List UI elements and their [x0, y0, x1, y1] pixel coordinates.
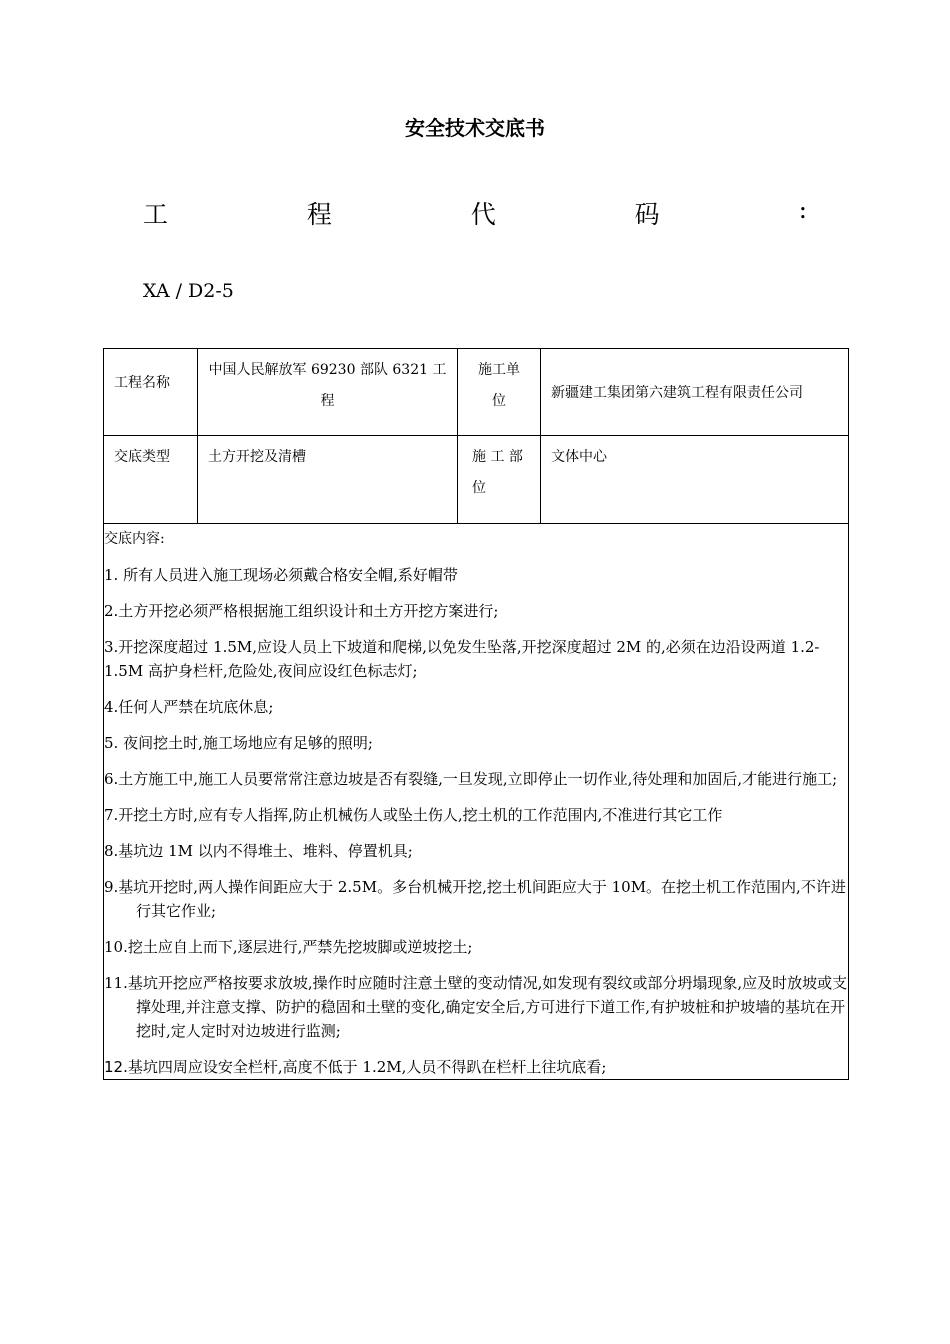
project-name-value [198, 349, 457, 423]
construction-part-label-cell [458, 436, 541, 524]
table-row [104, 349, 849, 436]
table-row [104, 524, 849, 1080]
briefing-type-label-cell [104, 436, 198, 524]
content-item: 7.开挖土方时,应有专人指挥,防止机械伤人或坠土伤人,挖土机的工作范围内,不准进行其它工作 [104, 806, 723, 824]
content-label: 交底内容: [104, 531, 165, 547]
construction-part-value: 文体中心 [551, 449, 607, 465]
project-name-text: 中国人民解放军 69230 部队 6321 工程 [208, 362, 447, 409]
briefing-content-cell [104, 524, 849, 1080]
code-label-char: 代 [470, 200, 496, 229]
briefing-table [103, 348, 849, 1080]
content-item: 9.基坑开挖时,两人操作间距应大于 2.5M。多台机械开挖,挖土机间距应大于 10M。在挖土机工作范围内,不许进行其它作业; [104, 878, 846, 920]
content-item: 11.基坑开挖应严格按要求放坡,操作时应随时注意土壁的变动情况,如发现有裂纹或部分坍塌现象,应及时放坡或支撑处理,并注意支撑、防护的稳固和土壁的变化,确定安全后,方可进行下道工作,有护坡桩和护坡墙的基坑在开挖时,定人定时对边坡进行监测; [104, 974, 848, 1040]
code-label-colon: : [798, 195, 807, 224]
table-row [104, 436, 849, 524]
construction-part-label: 施 工 部 位 [472, 449, 523, 496]
construction-unit-label-cell [458, 349, 541, 436]
project-name-label-cell [104, 349, 198, 436]
content-item-text: 基坑四周应设安全栏杆,高度不低于 1.2M,人员不得趴在栏杆上往坑底看; [127, 1058, 607, 1076]
content-item: 10.挖土应自上而下,逐层进行,严禁先挖坡脚或逆坡挖土; [104, 938, 473, 956]
construction-unit-value-cell [541, 349, 849, 436]
project-code-label [143, 195, 807, 231]
content-item: 8.基坑边 1M 以内不得堆土、堆料、停置机具; [104, 842, 413, 860]
briefing-type-value-cell [198, 436, 458, 524]
document-title: 安全技术交底书 [405, 116, 545, 140]
construction-part-value-cell [541, 436, 849, 524]
project-name-label: 工程名称 [114, 375, 170, 391]
briefing-type-label: 交底类型 [114, 449, 170, 465]
project-name-value-cell [198, 349, 458, 436]
content-item: 1. 所有人员进入施工现场必须戴合格安全帽,系好帽带 [104, 566, 458, 584]
code-label-char: 程 [306, 200, 332, 229]
content-item: 6.土方施工中,施工人员要常常注意边坡是否有裂缝,一旦发现,立即停止一切作业,待处理和加固后,才能进行施工; [104, 770, 838, 788]
content-item: 5. 夜间挖土时,施工场地应有足够的照明; [104, 734, 373, 752]
construction-unit-value: 新疆建工集团第六建筑工程有限责任公司 [551, 385, 803, 401]
content-item: 2.土方开挖必须严格根据施工组织设计和土方开挖方案进行; [104, 602, 499, 620]
content-item [104, 1055, 848, 1079]
project-code-value: XA / D2-5 [143, 280, 234, 302]
briefing-type-value: 土方开挖及清槽 [208, 449, 306, 465]
construction-unit-label: 施工单位 [478, 362, 520, 409]
content-item-number: 12. [104, 1058, 128, 1076]
code-label-char: 工 [143, 200, 169, 229]
content-item: 4.任何人严禁在坑底休息; [104, 698, 274, 716]
content-item: 3.开挖深度超过 1.5M,应设人员上下坡道和爬梯,以免发生坠落,开挖深度超过 2M 的,必须在边沿设两道 1.2-1.5M 高护身栏杆,危险处,夜间应设红色标志灯; [104, 638, 820, 680]
code-label-char: 码 [634, 200, 660, 229]
